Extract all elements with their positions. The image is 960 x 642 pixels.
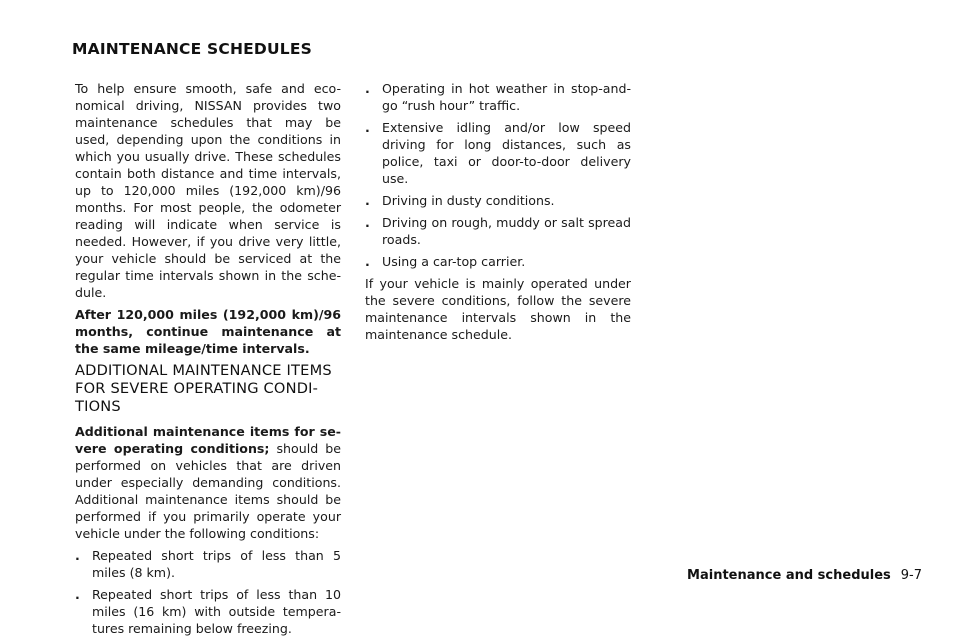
page-number: 9-7 bbox=[900, 568, 922, 583]
list-item bbox=[75, 547, 341, 581]
left-bullet-list bbox=[75, 547, 341, 637]
list-item bbox=[365, 214, 631, 248]
subheading-severe-conditions: ADDITIONAL MAINTENANCE ITEMS FOR SEVERE OPERATING CONDI- TIONS bbox=[75, 362, 332, 415]
severe-conditions-paragraph bbox=[75, 423, 341, 542]
list-item-text: Using a car-top carrier. bbox=[382, 254, 526, 269]
right-column bbox=[365, 80, 631, 348]
severe-conditions-text: should be performed on vehicles that are driven under especially demanding conditions. Additional maintenance items should be performed if you primarily operate your vehicle under the following conditions: bbox=[75, 441, 341, 541]
page-footer bbox=[687, 568, 922, 583]
after-note: After 120,000 miles (192,000 km)/96 months, continue maintenance at the same mileage/time intervals. bbox=[75, 307, 341, 356]
list-item-text: Extensive idling and/or low speed driving for long distances, such as police, taxi or door-to-door delivery use. bbox=[382, 120, 631, 186]
list-item-text: Operating in hot weather in stop-and- go “rush hour” traffic. bbox=[382, 81, 631, 113]
bullet-marker: . bbox=[365, 215, 370, 230]
section-title: MAINTENANCE SCHEDULES bbox=[72, 40, 312, 58]
list-item bbox=[365, 253, 631, 270]
footer-chapter-title: Maintenance and schedules bbox=[687, 568, 891, 583]
list-item bbox=[365, 192, 631, 209]
severe-conditions-lead: Additional maintenance items for se- vere operating conditions; bbox=[75, 424, 341, 456]
list-item bbox=[365, 80, 631, 114]
list-item-text: Driving in dusty conditions. bbox=[382, 193, 555, 208]
list-item bbox=[365, 119, 631, 187]
right-bullet-list bbox=[365, 80, 631, 270]
bullet-marker: . bbox=[75, 587, 80, 602]
list-item-text: Driving on rough, muddy or salt spread roads. bbox=[382, 215, 631, 247]
left-column bbox=[75, 80, 341, 642]
bullet-marker: . bbox=[75, 548, 80, 563]
closing-paragraph: If your vehicle is mainly operated under the severe conditions, follow the severe maintenance intervals shown in the maintenance schedule. bbox=[365, 276, 631, 342]
bullet-marker: . bbox=[365, 254, 370, 269]
intro-paragraph: To help ensure smooth, safe and eco- nomical driving, NISSAN provides two maintenance schedules that may be used, depending upon the conditions in which you usually drive. These schedules contain both distance and time intervals, up to 120,000 miles (192,000 km)/96 months. For most people, the odometer reading will indicate when service is needed. However, if you drive very little, your vehicle should be serviced at the regular time intervals shown in the sche- dule. bbox=[75, 81, 341, 300]
bullet-marker: . bbox=[365, 193, 370, 208]
list-item-text: Repeated short trips of less than 10 miles (16 km) with outside tempera- tures remaining below freezing. bbox=[92, 587, 341, 636]
bullet-marker: . bbox=[365, 120, 370, 135]
list-item bbox=[75, 586, 341, 637]
bullet-marker: . bbox=[365, 81, 370, 96]
list-item-text: Repeated short trips of less than 5 miles (8 km). bbox=[92, 548, 341, 580]
